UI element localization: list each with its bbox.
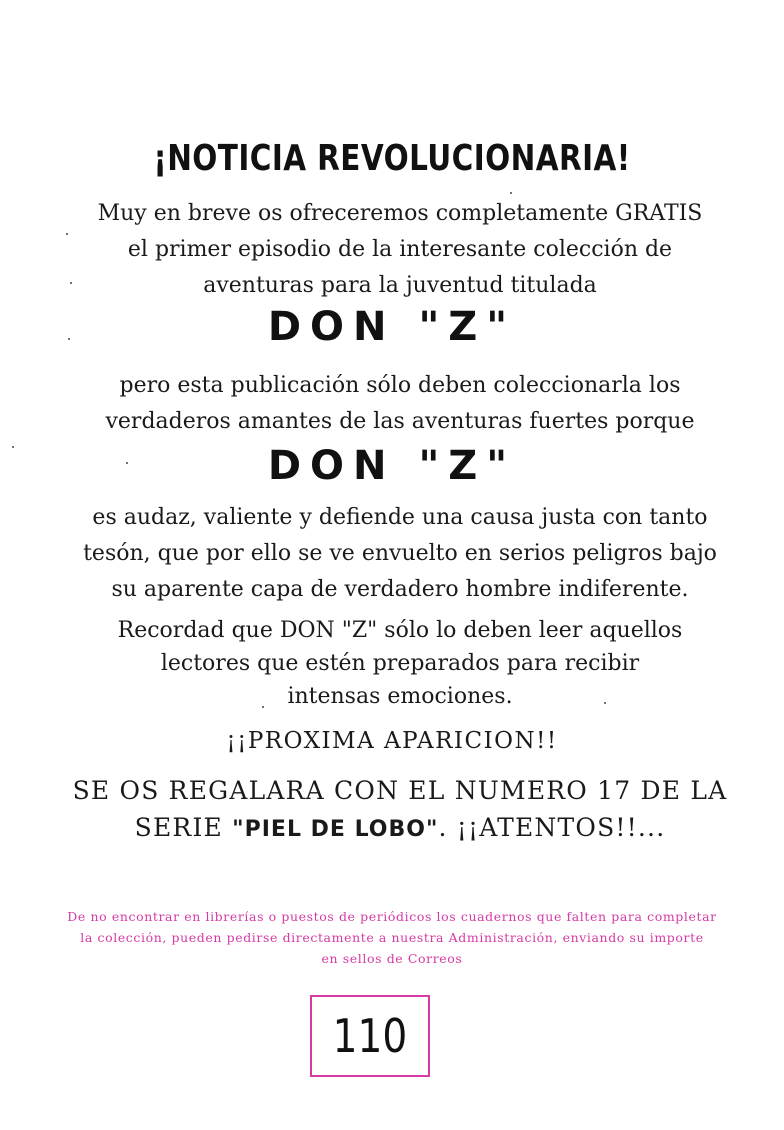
next-appearance-announcement: ¡¡PROXIMA APARICION!!	[226, 728, 558, 754]
series-title-second: DON "Z"	[267, 443, 517, 489]
gift-series-name: "PIEL DE LOBO"	[232, 817, 439, 842]
intro-line-3: aventuras para la juventud titulada	[203, 273, 597, 298]
collectors-paragraph	[70, 368, 730, 440]
collectors-line-1: pero esta publicación sólo deben coleccionarla los	[119, 373, 681, 398]
notice-line-1: De no encontrar en librerías o puestos de periódicos los cuadernos que falten para completar	[67, 909, 717, 924]
print-speck	[66, 233, 68, 235]
hero-line-3: su aparente capa de verdadero hombre indiferente.	[111, 577, 689, 602]
intro-paragraph	[70, 196, 730, 304]
print-speck	[510, 192, 512, 194]
gift-line-2-prefix: SERIE	[134, 813, 223, 842]
reminder-paragraph	[70, 614, 730, 713]
intro-line-2: el primer episodio de la interesante colección de	[127, 237, 673, 262]
gift-line-2	[60, 809, 740, 848]
reminder-line-2: lectores que estén preparados para recibir	[160, 651, 640, 676]
notice-line-3: en sellos de Correos	[321, 951, 463, 966]
reminder-line-3: intensas emociones.	[287, 684, 513, 709]
collectors-line-2: verdaderos amantes de las aventuras fuertes porque	[105, 409, 695, 434]
page-number-box	[310, 995, 430, 1077]
reminder-line-1: Recordad que DON "Z" sólo lo deben leer aquellos	[117, 618, 683, 643]
print-speck	[262, 706, 264, 708]
print-speck	[126, 462, 128, 464]
print-speck	[68, 338, 70, 340]
hero-line-1: es audaz, valiente y defiende una causa justa con tanto	[92, 505, 708, 530]
series-title-first: DON "Z"	[267, 304, 517, 350]
page-number: 110	[332, 1009, 408, 1063]
hero-paragraph	[70, 500, 730, 608]
notice-line-2: la colección, pueden pedirse directamente a nuestra Administración, enviando su importe	[80, 930, 704, 945]
gift-line-1: SE OS REGALARA CON EL NUMERO 17 DE LA	[72, 776, 728, 805]
hero-line-2: tesón, que por ello se ve envuelto en serios peligros bajo	[83, 541, 717, 566]
print-speck	[12, 446, 14, 448]
print-speck	[70, 282, 72, 284]
gift-notice	[60, 772, 740, 848]
ordering-notice	[20, 906, 764, 969]
headline: ¡NOTICIA REVOLUCIONARIA!	[153, 138, 631, 179]
print-speck	[604, 702, 606, 704]
gift-line-2-suffix: . ¡¡ATENTOS!!...	[438, 813, 666, 842]
intro-line-1: Muy en breve os ofreceremos completamente GRATIS	[97, 201, 703, 226]
